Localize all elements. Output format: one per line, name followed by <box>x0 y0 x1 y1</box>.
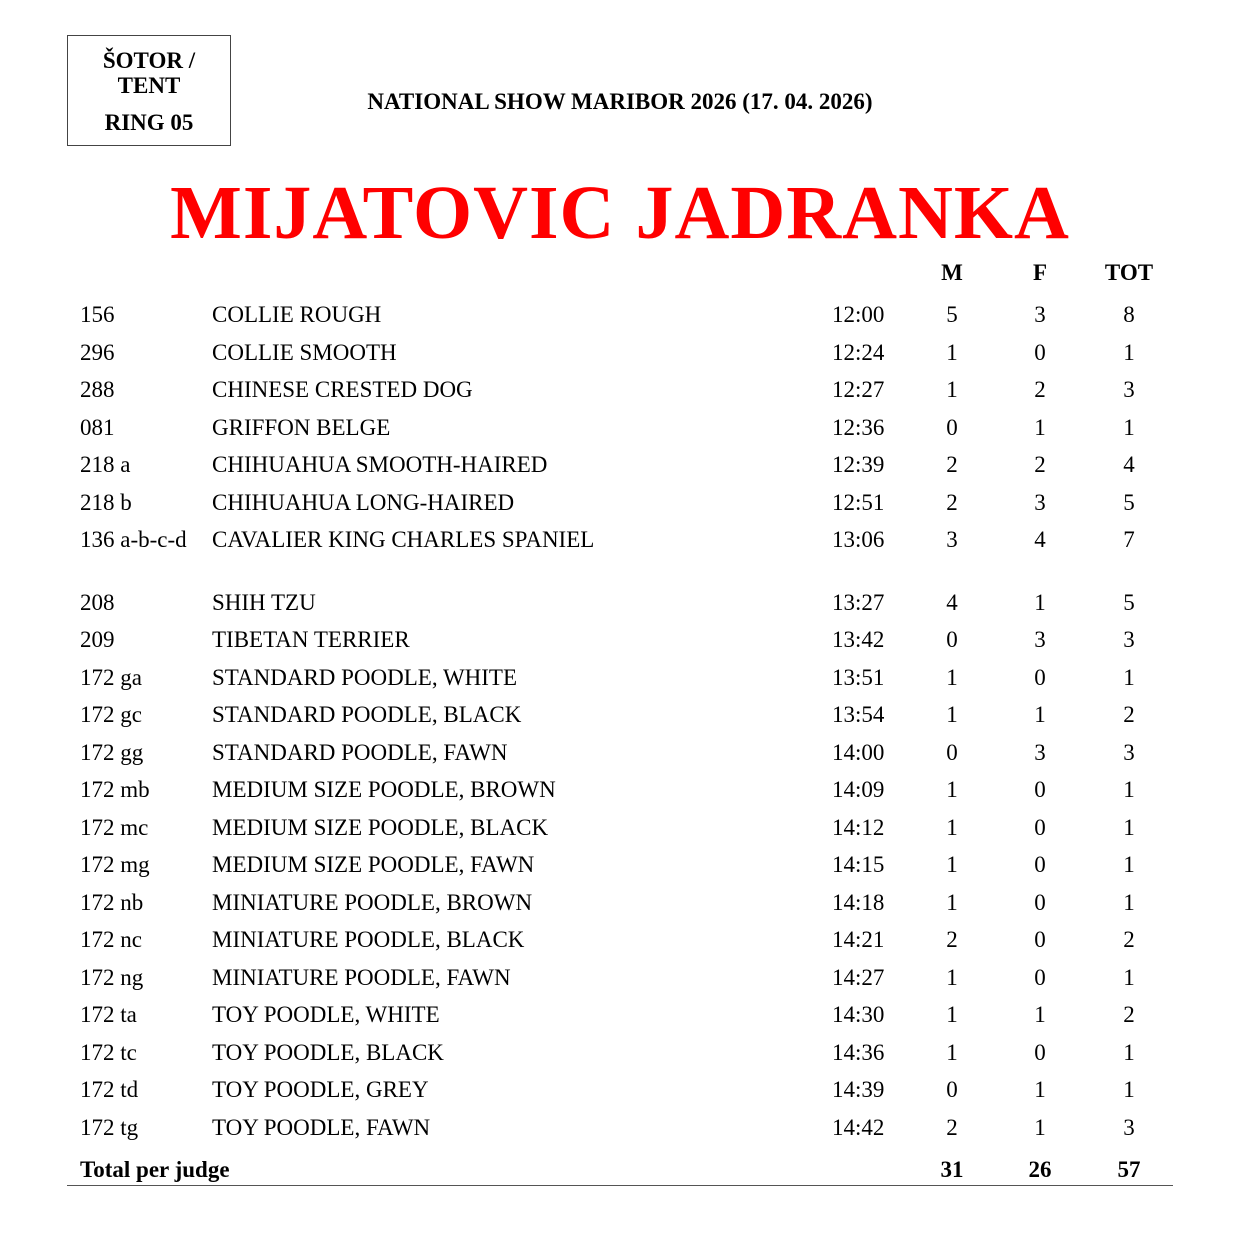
total-count: 2 <box>1123 702 1135 727</box>
males-count: 2 <box>946 1114 958 1140</box>
total-count: 1 <box>1123 852 1135 877</box>
breed-code: 172 tg <box>80 1114 139 1140</box>
males-count: 4 <box>946 589 958 615</box>
females-count: 3 <box>1034 627 1046 652</box>
females-count: 1 <box>1034 589 1046 615</box>
breed-code: 081 <box>80 414 115 440</box>
breed-code: 209 <box>80 627 115 652</box>
judging-time: 13:27 <box>832 589 885 615</box>
males-count: 1 <box>946 702 958 727</box>
table-row <box>0 488 1240 526</box>
total-count: 4 <box>1123 452 1135 477</box>
table-row <box>0 813 1240 851</box>
ring-box-tent-label-en: TENT <box>117 73 181 98</box>
breed-name: TOY POODLE, GREY <box>212 1077 429 1102</box>
breed-name: COLLIE SMOOTH <box>212 339 397 365</box>
breed-code: 218 b <box>80 489 132 515</box>
table-row <box>0 850 1240 888</box>
ring-number: RING 05 <box>104 110 194 135</box>
males-count: 1 <box>946 1039 958 1065</box>
breed-name: COLLIE ROUGH <box>212 302 382 327</box>
total-count: 2 <box>1123 1002 1135 1027</box>
table-row <box>0 1075 1240 1113</box>
judging-time: 14:27 <box>832 964 885 990</box>
breed-name: MINIATURE POODLE, BROWN <box>212 889 533 915</box>
males-count: 2 <box>946 452 958 477</box>
males-count: 1 <box>946 889 958 915</box>
total-count: 1 <box>1123 964 1135 990</box>
table-row <box>0 450 1240 488</box>
total-count: 7 <box>1123 527 1135 552</box>
breed-code: 296 <box>80 339 115 365</box>
breed-code: 172 ta <box>80 1002 137 1027</box>
judging-time: 14:18 <box>832 889 885 915</box>
breed-code: 172 gg <box>80 739 144 765</box>
total-count: 5 <box>1123 489 1135 515</box>
total-sum: 57 <box>1117 1157 1141 1182</box>
breed-code: 172 nc <box>80 927 142 952</box>
breed-schedule-table <box>0 300 1240 1150</box>
judging-time: 12:51 <box>832 489 885 515</box>
breed-name: STANDARD POODLE, BLACK <box>212 702 522 727</box>
females-count: 3 <box>1034 739 1046 765</box>
column-header-females: F <box>1032 260 1048 285</box>
females-count: 2 <box>1034 377 1046 402</box>
judging-time: 12:39 <box>832 452 885 477</box>
males-count: 2 <box>946 489 958 515</box>
breed-name: MINIATURE POODLE, BLACK <box>212 927 525 952</box>
breed-name: CHIHUAHUA LONG-HAIRED <box>212 489 515 515</box>
table-row <box>0 925 1240 963</box>
judging-time: 14:00 <box>832 739 885 765</box>
breed-name: CHIHUAHUA SMOOTH-HAIRED <box>212 452 548 477</box>
breed-code: 208 <box>80 589 115 615</box>
judging-time: 12:24 <box>832 339 885 365</box>
males-count: 1 <box>946 664 958 690</box>
bottom-divider <box>67 1185 1173 1186</box>
females-count: 1 <box>1034 702 1046 727</box>
breed-name: TOY POODLE, FAWN <box>212 1114 431 1140</box>
breed-code: 172 mg <box>80 852 150 877</box>
males-count: 0 <box>946 739 958 765</box>
males-count: 5 <box>946 302 958 327</box>
females-count: 0 <box>1034 964 1046 990</box>
total-count: 1 <box>1123 889 1135 915</box>
table-row <box>0 1000 1240 1038</box>
table-row <box>0 1038 1240 1076</box>
column-header-total: TOT <box>1104 260 1154 285</box>
females-count: 0 <box>1034 1039 1046 1065</box>
breed-name: CHINESE CRESTED DOG <box>212 377 473 402</box>
total-count: 5 <box>1123 589 1135 615</box>
females-count: 0 <box>1034 777 1046 802</box>
total-count: 1 <box>1123 777 1135 802</box>
table-row <box>0 663 1240 701</box>
table-row <box>0 738 1240 776</box>
total-count: 1 <box>1123 339 1135 365</box>
total-count: 3 <box>1123 377 1135 402</box>
judging-time: 12:36 <box>832 414 885 440</box>
table-row <box>0 338 1240 376</box>
ring-box <box>67 35 231 146</box>
table-row <box>0 888 1240 926</box>
males-count: 0 <box>946 414 958 440</box>
breed-name: GRIFFON BELGE <box>212 414 391 440</box>
judging-time: 14:39 <box>832 1077 885 1102</box>
judging-time: 13:42 <box>832 627 885 652</box>
judging-time: 12:00 <box>832 302 885 327</box>
judging-time: 13:06 <box>832 527 885 552</box>
males-count: 1 <box>946 964 958 990</box>
table-row <box>0 700 1240 738</box>
females-count: 0 <box>1034 889 1046 915</box>
table-row <box>0 963 1240 1001</box>
judging-time: 14:12 <box>832 814 885 840</box>
total-count: 2 <box>1123 927 1135 952</box>
breed-name: STANDARD POODLE, FAWN <box>212 739 508 765</box>
females-count: 1 <box>1034 1002 1046 1027</box>
males-count: 1 <box>946 1002 958 1027</box>
total-count: 1 <box>1123 1077 1135 1102</box>
females-count: 0 <box>1034 664 1046 690</box>
ring-box-tent-label: ŠOTOR / <box>102 48 196 73</box>
judging-time: 13:51 <box>832 664 885 690</box>
judging-time: 14:09 <box>832 777 885 802</box>
breed-code: 288 <box>80 377 115 402</box>
females-count: 1 <box>1034 1114 1046 1140</box>
total-count: 1 <box>1123 414 1135 440</box>
males-count: 1 <box>946 777 958 802</box>
males-count: 1 <box>946 852 958 877</box>
breed-code: 218 a <box>80 452 131 477</box>
males-count: 3 <box>946 527 958 552</box>
breed-code: 172 gc <box>80 702 142 727</box>
total-count: 8 <box>1123 302 1135 327</box>
females-count: 0 <box>1034 814 1046 840</box>
females-count: 2 <box>1034 452 1046 477</box>
total-count: 1 <box>1123 1039 1135 1065</box>
judging-time: 14:30 <box>832 1002 885 1027</box>
judge-name: MIJATOVIC JADRANKA <box>170 171 1070 255</box>
judging-time: 14:42 <box>832 1114 885 1140</box>
judging-time: 12:27 <box>832 377 885 402</box>
females-count: 0 <box>1034 927 1046 952</box>
breed-name: CAVALIER KING CHARLES SPANIEL <box>212 527 595 552</box>
females-count: 4 <box>1034 527 1046 552</box>
breed-code: 172 mc <box>80 814 149 840</box>
breed-name: TOY POODLE, BLACK <box>212 1039 444 1065</box>
breed-name: SHIH TZU <box>212 589 316 615</box>
females-count: 1 <box>1034 414 1046 440</box>
females-count: 3 <box>1034 489 1046 515</box>
females-count: 0 <box>1034 852 1046 877</box>
table-row <box>0 375 1240 413</box>
judging-time: 14:15 <box>832 852 885 877</box>
males-count: 1 <box>946 377 958 402</box>
total-males: 31 <box>940 1157 964 1182</box>
table-row <box>0 525 1240 588</box>
males-count: 1 <box>946 339 958 365</box>
judging-time: 14:36 <box>832 1039 885 1065</box>
judging-time: 14:21 <box>832 927 885 952</box>
table-row <box>0 588 1240 626</box>
males-count: 1 <box>946 814 958 840</box>
males-count: 0 <box>946 627 958 652</box>
total-count: 1 <box>1123 664 1135 690</box>
total-count: 3 <box>1123 739 1135 765</box>
table-row <box>0 413 1240 451</box>
show-title: NATIONAL SHOW MARIBOR 2026 (17. 04. 2026) <box>367 89 873 114</box>
breed-code: 172 tc <box>80 1039 137 1065</box>
breed-name: TOY POODLE, WHITE <box>212 1002 440 1027</box>
table-row <box>0 300 1240 338</box>
breed-code: 172 ng <box>80 964 144 990</box>
breed-name: MINIATURE POODLE, FAWN <box>212 964 511 990</box>
total-count: 3 <box>1123 627 1135 652</box>
breed-code: 172 mb <box>80 777 150 802</box>
males-count: 0 <box>946 1077 958 1102</box>
table-row <box>0 625 1240 663</box>
breed-code: 172 nb <box>80 889 144 915</box>
judging-time: 13:54 <box>832 702 885 727</box>
breed-name: STANDARD POODLE, WHITE <box>212 664 518 690</box>
breed-name: MEDIUM SIZE POODLE, BLACK <box>212 814 549 840</box>
breed-name: MEDIUM SIZE POODLE, FAWN <box>212 852 535 877</box>
breed-code: 172 ga <box>80 664 142 690</box>
table-row <box>0 775 1240 813</box>
total-count: 1 <box>1123 814 1135 840</box>
females-count: 0 <box>1034 339 1046 365</box>
breed-code: 156 <box>80 302 115 327</box>
total-females: 26 <box>1028 1157 1052 1182</box>
females-count: 1 <box>1034 1077 1046 1102</box>
table-row <box>0 1113 1240 1151</box>
breed-name: TIBETAN TERRIER <box>212 627 410 652</box>
breed-code: 172 td <box>80 1077 139 1102</box>
breed-name: MEDIUM SIZE POODLE, BROWN <box>212 777 556 802</box>
breed-code: 136 a-b-c-d <box>80 527 187 552</box>
total-count: 3 <box>1123 1114 1135 1140</box>
males-count: 2 <box>946 927 958 952</box>
column-header-males: M <box>941 260 963 285</box>
total-label: Total per judge <box>80 1157 230 1182</box>
females-count: 3 <box>1034 302 1046 327</box>
